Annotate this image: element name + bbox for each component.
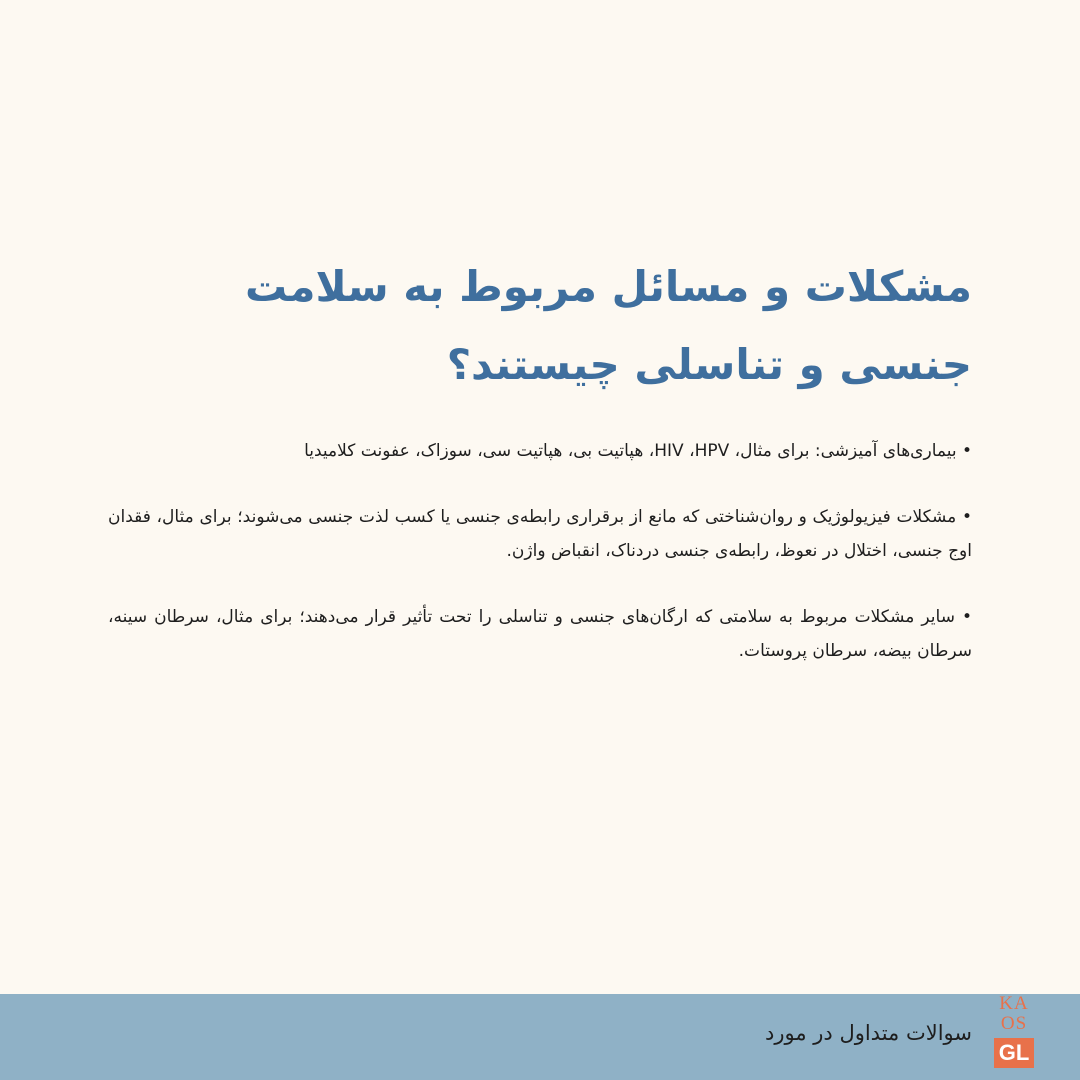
page-title-line-1: مشکلات و مسائل مربوط به سلامت (244, 262, 972, 311)
kaosgl-logo (994, 994, 1034, 1070)
main-content (108, 248, 972, 700)
bullet-dysfunction: • مشکلات فیزیولوژیک و روان‌شناختی که مانع از برقراری رابطه‌ی جنسی یا کسب لذت جنسی می‌شوند؛ برای مثال، فقدان اوج جنسی، اختلال در نعوظ، رابطه‌ی جنسی دردناک، انقباض واژن. (108, 507, 972, 561)
bullet-list (108, 434, 972, 668)
page-title-line-2: جنسی و تناسلی چیستند؟ (446, 340, 972, 389)
footer-label: سوالات متداول در مورد (765, 1021, 972, 1045)
bullet-std: • بیماری‌های آمیزشی: برای مثال، HIV ،HPV، هپاتیت بی، هپاتیت سی، سوزاک، عفونت کلامیدیا (304, 441, 972, 461)
footer-bar (0, 994, 1080, 1080)
logo-text-bottom: GL (994, 1038, 1034, 1068)
logo-text-top: KA OS (999, 993, 1029, 1034)
bullet-other-conditions: • سایر مشکلات مربوط به سلامتی که ارگان‌های جنسی و تناسلی را تحت تأثیر قرار می‌دهند؛ برای مثال، سرطان سینه، سرطان بیضه، سرطان پروستات. (108, 607, 972, 661)
page-title (108, 248, 972, 404)
